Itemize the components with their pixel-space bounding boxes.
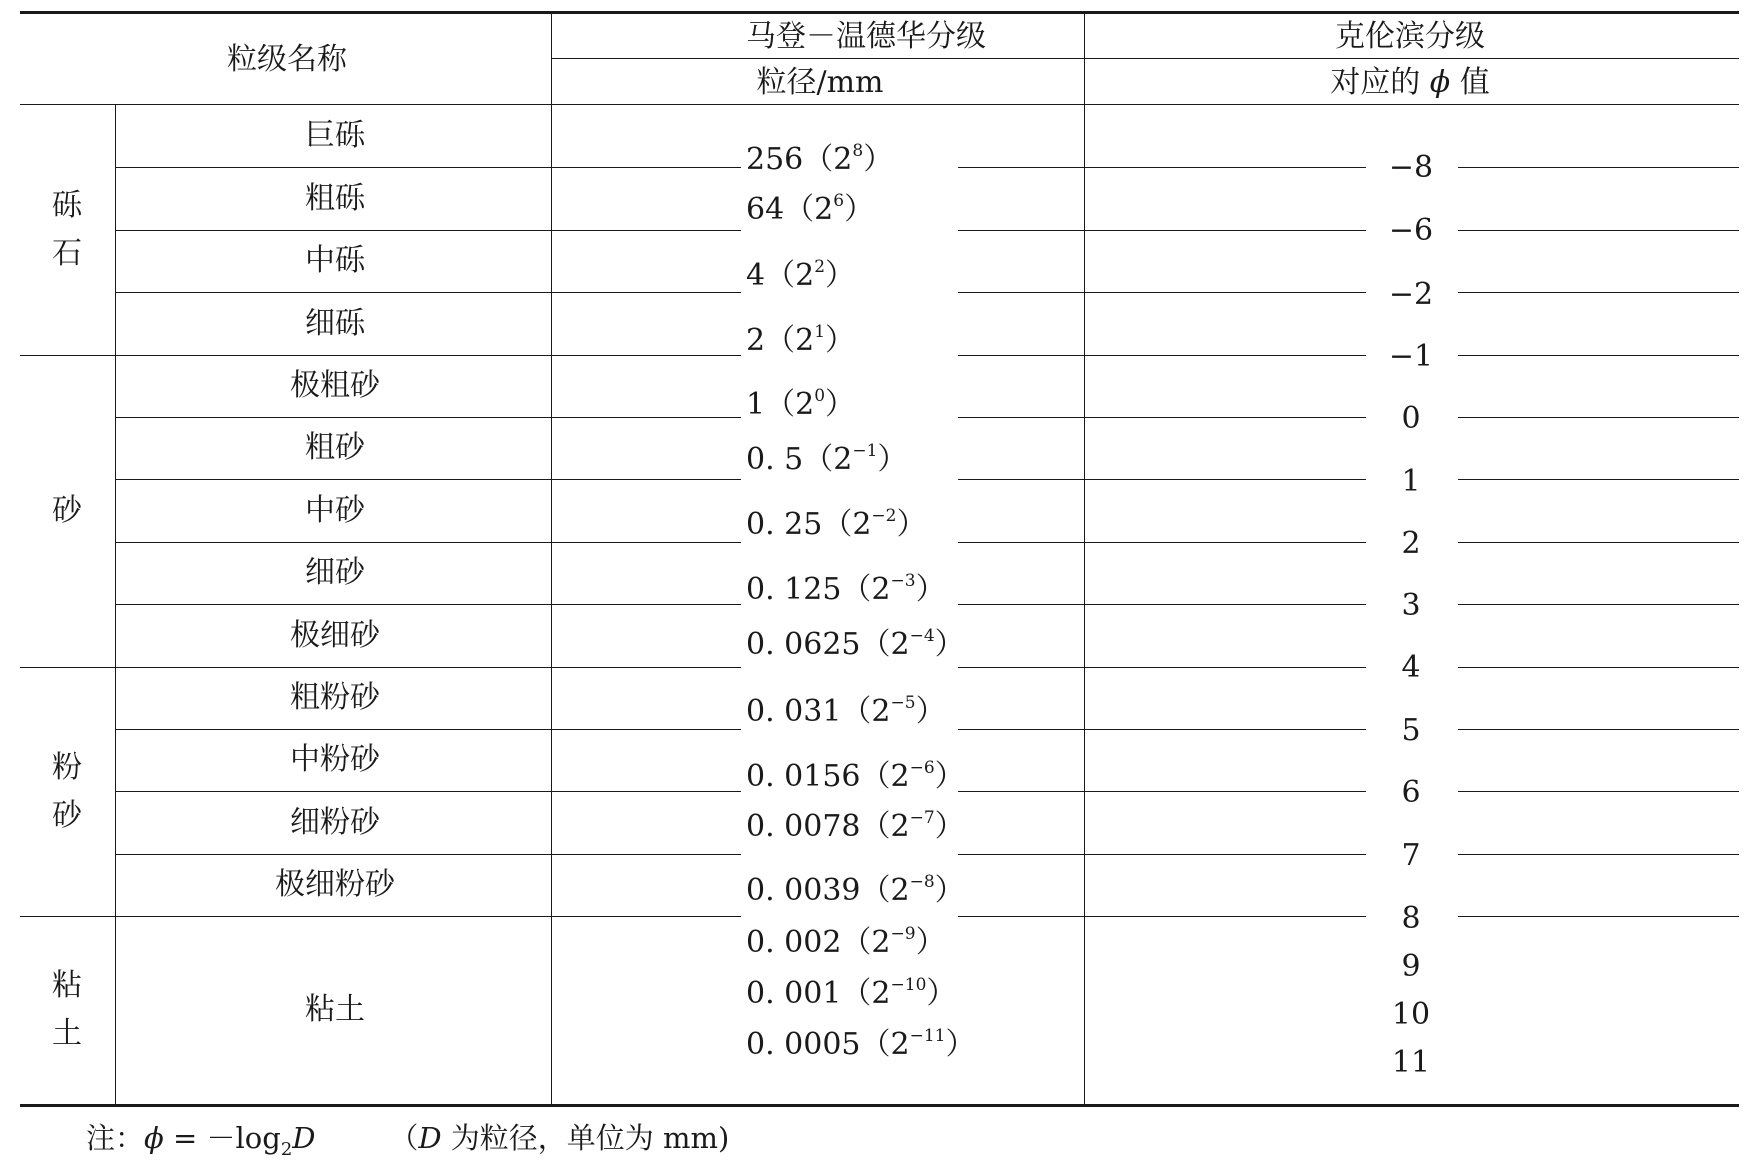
grain-size-value: 0. $001(2^{-10})$ <box>746 975 957 1011</box>
class-name: 中粉砂 <box>290 742 380 777</box>
mw-leader-right <box>958 854 1084 855</box>
table-bottom-rule <box>20 1104 1739 1107</box>
kr-leader-left <box>1084 292 1366 293</box>
grain-size-value: 0. $5(2^{-1})$ <box>746 441 908 477</box>
kr-leader-left <box>1084 167 1366 168</box>
phi-value: −8 <box>1388 150 1434 185</box>
table-top-rule <box>20 11 1739 14</box>
kr-leader-right <box>1458 604 1739 605</box>
grain-size-value: 0. $0039(2^{-8})$ <box>746 872 965 908</box>
phi-value: 8 <box>1401 901 1421 936</box>
grain-size-value: 0. $0005(2^{-11})$ <box>746 1026 976 1062</box>
class-name: 粗砂 <box>305 430 365 465</box>
grain-size-value: $64(2^6)$ <box>746 191 875 227</box>
class-name: 细砂 <box>305 555 365 590</box>
class-name: 极细砂 <box>290 618 380 653</box>
class-name: 中砾 <box>305 243 365 278</box>
mw-leader-left <box>551 417 741 418</box>
kr-leader-right <box>1458 791 1739 792</box>
phi-value: 10 <box>1391 997 1431 1032</box>
header-name-cell: 粒级名称 <box>227 42 347 77</box>
column-divider-group <box>115 105 116 1105</box>
mw-leader-left <box>551 604 741 605</box>
header-bottom-rule <box>20 104 1739 105</box>
kr-leader-left <box>1084 542 1366 543</box>
mw-leader-left <box>551 667 741 668</box>
grain-size-value: 0. $0078(2^{-7})$ <box>746 808 965 844</box>
row-divider <box>115 167 551 168</box>
mw-leader-left <box>551 230 741 231</box>
header-mw-title: 马登－温德华分级 <box>746 19 986 54</box>
class-name: 细砾 <box>305 306 365 341</box>
phi-value: 6 <box>1401 775 1421 810</box>
grain-size-value: $2(2^1)$ <box>746 322 856 358</box>
grain-size-value: $4(2^2)$ <box>746 257 856 293</box>
mw-leader-right <box>958 230 1084 231</box>
phi-value: −6 <box>1388 213 1434 248</box>
mw-leader-right <box>958 417 1084 418</box>
row-divider <box>115 854 551 855</box>
kr-leader-right <box>1458 542 1739 543</box>
phi-value: 9 <box>1401 949 1421 984</box>
class-name: 中砂 <box>305 493 365 528</box>
phi-value: 5 <box>1401 713 1421 748</box>
column-divider-kr <box>1084 11 1085 1106</box>
grain-size-value: 0. $002(2^{-9})$ <box>746 924 946 960</box>
kr-leader-right <box>1458 355 1739 356</box>
phi-value: 1 <box>1401 464 1421 499</box>
class-name: 极细粉砂 <box>275 867 395 902</box>
phi-value: 4 <box>1401 650 1421 685</box>
header-kr-subtitle: 对应的 ϕ 值 <box>1330 65 1490 100</box>
grain-size-value: $1(2^0)$ <box>746 386 856 422</box>
kr-leader-right <box>1458 667 1739 668</box>
row-divider <box>115 230 551 231</box>
header-split-rule <box>551 58 1739 59</box>
phi-symbol: ϕ <box>1429 65 1451 100</box>
row-divider <box>20 355 551 356</box>
kr-leader-right <box>1458 916 1739 917</box>
group-label: 砂 <box>52 493 82 528</box>
header-mw-subtitle: 粒径/mm <box>756 65 884 100</box>
phi-value: 11 <box>1391 1045 1431 1080</box>
mw-leader-right <box>958 729 1084 730</box>
grain-size-value: 0. $0625(2^{-4})$ <box>746 626 965 662</box>
phi-value: 3 <box>1401 588 1421 623</box>
mw-leader-right <box>958 292 1084 293</box>
kr-leader-right <box>1458 479 1739 480</box>
kr-leader-left <box>1084 604 1366 605</box>
row-divider <box>115 292 551 293</box>
class-name: 细粉砂 <box>290 805 380 840</box>
mw-leader-left <box>551 355 741 356</box>
kr-leader-left <box>1084 479 1366 480</box>
phi-value: 2 <box>1401 526 1421 561</box>
kr-leader-right <box>1458 230 1739 231</box>
kr-leader-left <box>1084 791 1366 792</box>
group-label: 石 <box>52 236 82 271</box>
phi-value: 7 <box>1401 838 1421 873</box>
kr-leader-left <box>1084 916 1366 917</box>
class-name: 粗粉砂 <box>290 680 380 715</box>
group-label: 砂 <box>52 798 82 833</box>
grain-size-value: 0. $125(2^{-3})$ <box>746 571 946 607</box>
grain-size-value: 0. $031(2^{-5})$ <box>746 693 946 729</box>
kr-leader-left <box>1084 854 1366 855</box>
kr-leader-right <box>1458 417 1739 418</box>
kr-leader-left <box>1084 417 1366 418</box>
mw-leader-left <box>551 729 741 730</box>
mw-leader-right <box>958 604 1084 605</box>
mw-leader-left <box>551 542 741 543</box>
kr-leader-left <box>1084 729 1366 730</box>
mw-leader-right <box>958 479 1084 480</box>
class-name: 巨砾 <box>305 118 365 153</box>
row-divider <box>20 916 551 917</box>
mw-leader-right <box>958 167 1084 168</box>
row-divider <box>20 667 551 668</box>
mw-leader-right <box>958 791 1084 792</box>
column-divider-mw <box>551 11 552 1106</box>
row-divider <box>115 542 551 543</box>
kr-leader-left <box>1084 667 1366 668</box>
phi-value: −1 <box>1388 339 1434 374</box>
row-divider <box>115 479 551 480</box>
kr-leader-left <box>1084 355 1366 356</box>
class-name: 粗砾 <box>305 181 365 216</box>
mw-leader-left <box>551 167 741 168</box>
kr-leader-right <box>1458 854 1739 855</box>
phi-value: 0 <box>1401 401 1421 436</box>
class-name: 粘土 <box>305 992 365 1027</box>
mw-leader-left <box>551 791 741 792</box>
mw-leader-left <box>551 479 741 480</box>
kr-leader-right <box>1458 292 1739 293</box>
grain-size-value: 0. $0156(2^{-6})$ <box>746 758 965 794</box>
phi-value: −2 <box>1388 277 1434 312</box>
kr-leader-right <box>1458 167 1739 168</box>
group-label: 粘 <box>52 968 82 1003</box>
mw-leader-right <box>958 916 1084 917</box>
mw-leader-left <box>551 854 741 855</box>
group-label: 砾 <box>52 188 82 223</box>
row-divider <box>115 791 551 792</box>
mw-leader-right <box>958 542 1084 543</box>
kr-leader-left <box>1084 230 1366 231</box>
header-kr-title: 克伦滨分级 <box>1335 19 1485 54</box>
mw-leader-right <box>958 355 1084 356</box>
mw-leader-right <box>958 667 1084 668</box>
mw-leader-left <box>551 292 741 293</box>
row-divider <box>115 729 551 730</box>
kr-leader-right <box>1458 729 1739 730</box>
grain-size-value: $256(2^8)$ <box>746 141 894 177</box>
mw-leader-left <box>551 916 741 917</box>
class-name: 极粗砂 <box>290 368 380 403</box>
grain-size-value: 0. $25(2^{-2})$ <box>746 506 927 542</box>
group-label: 土 <box>52 1016 82 1051</box>
row-divider <box>115 417 551 418</box>
group-label: 粉 <box>52 750 82 785</box>
row-divider <box>115 604 551 605</box>
table-footnote: 注：$\phi = -\log_2D$ （D 为粒径，单位为 mm) <box>86 1121 730 1160</box>
